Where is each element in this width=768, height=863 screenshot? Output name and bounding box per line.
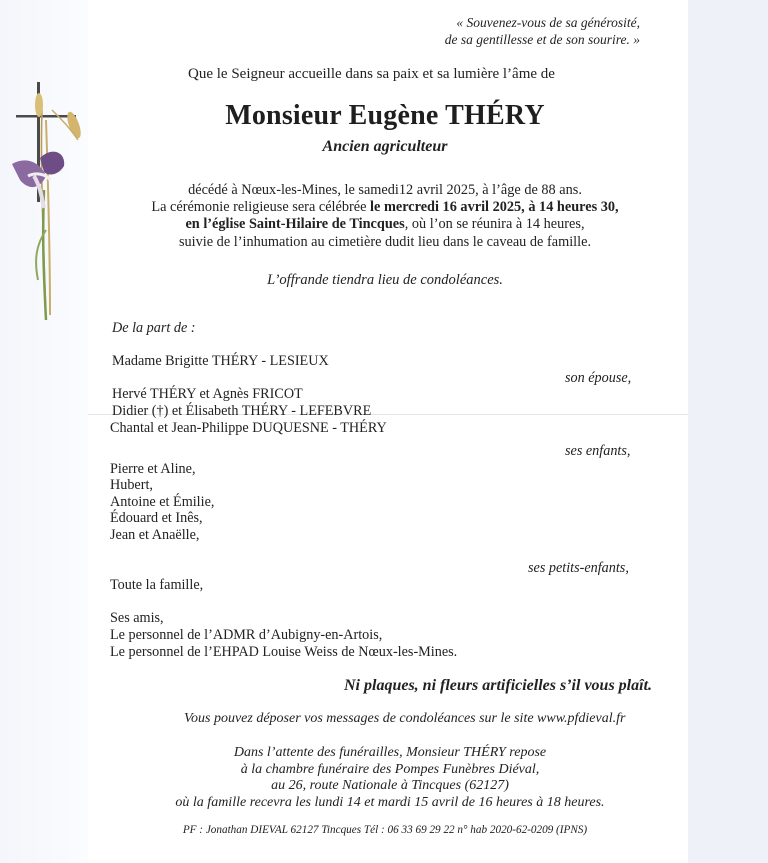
- grandchild-2: Hubert,: [110, 477, 153, 493]
- repose-line-4: où la famille recevra les lundi 14 et mardi 15 avril de 16 heures à 18 heures.: [175, 794, 605, 810]
- repose-line-3: au 26, route Nationale à Tincques (62127): [271, 778, 509, 793]
- announcement-line-1: décédé à Nœux-les-Mines, le samedi12 avril 2025, à l’âge de 88 ans.: [188, 182, 582, 198]
- no-flowers-note: Ni plaques, ni fleurs artificielles s’il vous plaît.: [344, 677, 653, 694]
- quote-line-2: de sa gentillesse et de son sourire. »: [444, 32, 640, 47]
- condolences-site-note: Vous pouvez déposer vos messages de condoléances sur le site www.pfdieval.fr: [184, 711, 626, 726]
- funeral-home-footer: PF : Jonathan DIEVAL 62127 Tincques Tél : 06 33 69 29 22 n° hab 2020-62-0209 (IPNS): [182, 824, 588, 836]
- deceased-name: Monsieur Eugène THÉRY: [225, 100, 545, 131]
- announcement-line-3: [90, 216, 680, 233]
- child-1: Hervé THÉRY et Agnès FRICOT: [112, 386, 303, 402]
- announcement-paragraph: [90, 182, 680, 251]
- relation-spouse: son épouse,: [565, 370, 632, 386]
- ceremony-date: le mercredi 16 avril 2025, à 14 heures 30,: [370, 199, 619, 216]
- friends-line-3: Le personnel de l’EHPAD Louise Weiss de Nœux-les-Mines.: [110, 644, 458, 660]
- grandchild-1: Pierre et Aline,: [110, 461, 196, 477]
- spouse-name: Madame Brigitte THÉRY - LESIEUX: [112, 353, 329, 369]
- ceremony-text: La cérémonie religieuse sera célébrée: [151, 199, 371, 216]
- relation-grandchildren: ses petits-enfants,: [528, 560, 629, 576]
- cross-lily-wheat-icon: [6, 80, 88, 325]
- announcement-line-2: [90, 199, 680, 216]
- whole-family: Toute la famille,: [110, 577, 204, 593]
- repose-line-1: Dans l’attente des funérailles, Monsieur THÉRY repose: [233, 745, 547, 760]
- repose-line-2: à la chambre funéraire des Pompes Funèbres Diéval,: [240, 761, 540, 777]
- memorial-quote: [440, 14, 640, 48]
- grandchild-5: Jean et Anaëlle,: [110, 527, 200, 543]
- friends-line-2: Le personnel de l’ADMR d’Aubigny-en-Artois,: [110, 627, 383, 643]
- grandchild-4: Édouard et Inês,: [110, 510, 203, 526]
- gathering-time: , où l’on se réunira à 14 heures,: [404, 216, 585, 233]
- relation-children: ses enfants,: [565, 443, 631, 459]
- scan-margin-right: [688, 0, 768, 863]
- quote-line-1: « Souvenez-vous de sa générosité,: [456, 15, 640, 30]
- friends-line-1: Ses amis,: [110, 610, 164, 626]
- from-label: De la part de :: [112, 320, 196, 336]
- deceased-occupation: Ancien agriculteur: [322, 138, 448, 155]
- grandchild-3: Antoine et Émilie,: [110, 494, 215, 510]
- child-2: Didier (†) et Élisabeth THÉRY - LEFEBVRE: [112, 403, 372, 419]
- offrande-note: L’offrande tiendra lieu de condoléances.: [267, 272, 503, 288]
- repose-paragraph: [110, 745, 670, 811]
- intro-line: Que le Seigneur accueille dans sa paix et sa lumière l’âme de: [188, 66, 555, 82]
- church-name: en l’église Saint-Hilaire de Tincques: [185, 216, 405, 233]
- child-3: Chantal et Jean-Philippe DUQUESNE - THÉRY: [110, 420, 387, 436]
- announcement-line-4: suivie de l’inhumation au cimetière dudit lieu dans le caveau de famille.: [178, 233, 592, 250]
